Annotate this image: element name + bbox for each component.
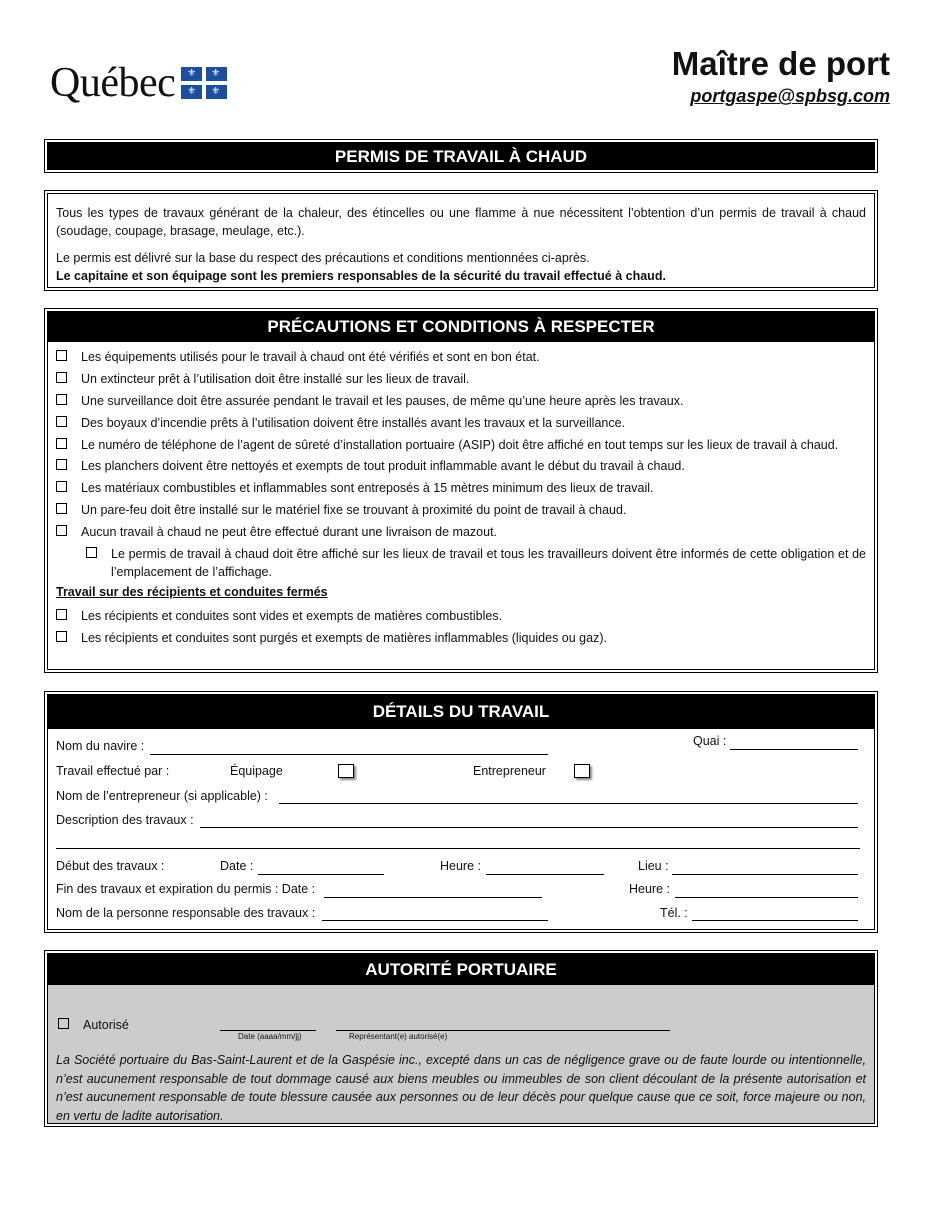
header-title-block [672,46,890,107]
fleur-de-lis-icon: ⚜ [211,86,221,97]
work-start-label: Début des travaux : [56,859,165,873]
contact-email-link[interactable]: portgaspe@spbsg.com [690,86,890,107]
checklist-item: Des boyaux d’incendie prêts à l’utilisation doivent être installés avant les travaux et la surveillance. [56,414,866,432]
precautions-title: PRÉCAUTIONS ET CONDITIONS À RESPECTER [48,312,874,342]
work-description-label: Description des travaux : [56,813,194,827]
checkbox[interactable] [56,609,67,620]
permit-title: PERMIS DE TRAVAIL À CHAUD [47,142,875,170]
authorization-date-caption: Date (aaaa/mm/jj) [238,1032,302,1041]
checkbox[interactable] [56,372,67,383]
vessel-name-field[interactable] [150,754,548,755]
responsible-person-label: Nom de la personne responsable des travaux : [56,906,316,920]
checklist-item: Les récipients et conduites sont purgés et exempts de matières inflammables (liquides ou gaz). [56,629,866,647]
authority-title: AUTORITÉ PORTUAIRE [48,954,874,985]
intro-paragraph: Le permis est délivré sur la base du respect des précautions et conditions mentionnées ci-après. [56,251,590,265]
phone-label: Tél. : [660,906,688,920]
closed-containers-subheading: Travail sur des récipients et conduites fermés [56,585,328,600]
authorized-label: Autorisé [83,1018,129,1032]
contractor-name-field[interactable] [279,803,858,804]
contractor-name-label: Nom de l’entrepreneur (si applicable) : [56,789,268,803]
work-description-field[interactable] [200,827,858,828]
location-label: Lieu : [638,859,669,873]
work-end-date-label: Fin des travaux et expiration du permis : Date : [56,882,316,896]
checkbox[interactable] [56,631,67,642]
checkbox[interactable] [56,503,67,514]
details-frame [44,691,878,933]
quay-field[interactable] [730,749,858,750]
checkbox[interactable] [86,547,97,558]
vessel-name-label: Nom du navire : [56,739,145,753]
checklist-item-indented: Le permis de travail à chaud doit être affiché sur les lieux de travail et tous les travailleurs doivent être informés de cette obligation et de l’emplacement de l’affichage. [56,545,866,581]
checklist-item: Aucun travail à chaud ne peut être effectué durant une livraison de mazout. [56,523,866,541]
start-time-field[interactable] [486,874,604,875]
contractor-label: Entrepreneur [473,764,546,778]
start-date-label: Date : [220,859,254,873]
checkbox[interactable] [56,350,67,361]
responsible-person-field[interactable] [322,920,548,921]
authorized-representative-field[interactable] [336,1030,670,1031]
precautions-checklist [48,342,874,647]
crew-checkbox[interactable] [338,764,354,778]
phone-field[interactable] [692,920,858,921]
end-date-field[interactable] [324,897,542,898]
page-title: Maître de port [671,45,890,82]
checkbox[interactable] [56,481,67,492]
end-time-field[interactable] [675,897,858,898]
authority-frame [44,950,878,1127]
permit-title-frame [44,139,878,173]
liability-disclaimer: La Société portuaire du Bas-Saint-Laurent et de la Gaspésie inc., excepté dans un cas de négligence grave ou de faute lourde ou intentionnelle, n’est aucunement responsable de tout dommage causé aux biens meubles ou immeubles de son client découlant de la présente autorisation et n’est aucunement responsable de toute blessure causée aux personnes ou de leur décès pour quelque cause que ce soit, force majeure ou non, en vertu de ladite autorisation. [56,1053,866,1123]
intro-frame [44,190,878,291]
checkbox[interactable] [56,416,67,427]
checklist-item: Une surveillance doit être assurée pendant le travail et les pauses, de même qu’une heure après les travaux. [56,392,866,410]
start-date-field[interactable] [258,874,384,875]
end-time-label: Heure : [629,882,670,896]
crew-label: Équipage [230,764,283,778]
checklist-item: Les récipients et conduites sont vides et exempts de matières combustibles. [56,607,866,625]
checklist-item: Un extincteur prêt à l’utilisation doit être installé sur les lieux de travail. [56,370,866,388]
performed-by-label: Travail effectué par : [56,764,170,778]
authorized-representative-caption: Représentant(e) autorisé(e) [349,1032,448,1041]
quay-label: Quai : [693,734,727,748]
quebec-logo [50,62,227,104]
checklist-item: Les matériaux combustibles et inflammables sont entreposés à 15 mètres minimum des lieux de travail. [56,479,866,497]
checkbox[interactable] [56,459,67,470]
details-title: DÉTAILS DU TRAVAIL [48,695,874,729]
quebec-flag-icon [181,67,227,99]
intro-paragraph: Tous les types de travaux générant de la chaleur, des étincelles ou une flamme à nue nécessitent l’obtention d’un permis de travail à chaud (soudage, coupage, brasage, meulage, etc.). [56,206,866,238]
checkbox[interactable] [56,525,67,536]
location-field[interactable] [672,874,858,875]
authorized-checkbox[interactable] [58,1018,69,1029]
checkbox[interactable] [56,438,67,449]
fleur-de-lis-icon: ⚜ [187,68,197,79]
checklist-item: Le numéro de téléphone de l’agent de sûreté d’installation portuaire (ASIP) doit être affiché en tout temps sur les lieux de travail à chaud. [56,436,866,454]
precautions-frame [44,308,878,673]
intro-bold-statement: Le capitaine et son équipage sont les premiers responsables de la sécurité du travail effectué à chaud. [56,269,666,283]
authorization-date-field[interactable] [220,1030,316,1031]
fleur-de-lis-icon: ⚜ [187,86,197,97]
checklist-item: Les planchers doivent être nettoyés et exempts de tout produit inflammable avant le début du travail à chaud. [56,457,866,475]
checklist-item: Un pare-feu doit être installé sur le matériel fixe se trouvant à proximité du point de travail à chaud. [56,501,866,519]
logo-wordmark: Québec [50,60,176,106]
start-time-label: Heure : [440,859,481,873]
contractor-checkbox[interactable] [574,764,590,778]
checkbox[interactable] [56,394,67,405]
checklist-item: Les équipements utilisés pour le travail à chaud ont été vérifiés et sont en bon état. [56,348,866,366]
fleur-de-lis-icon: ⚜ [211,68,221,79]
work-description-field-line2[interactable] [56,848,860,849]
